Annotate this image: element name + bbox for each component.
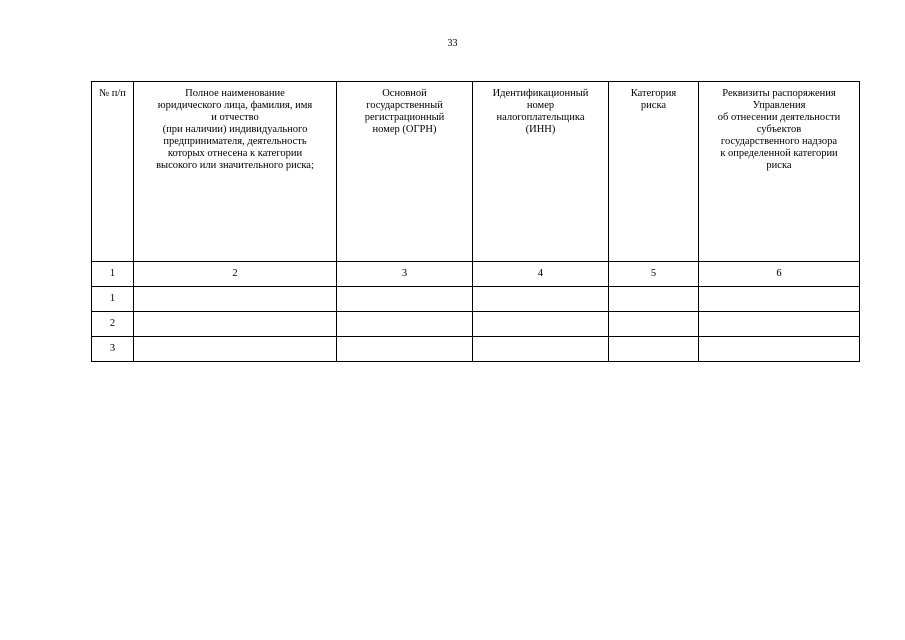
header-cell-order-details	[699, 82, 860, 262]
header-line: номер	[526, 100, 555, 111]
table-cell	[134, 312, 337, 337]
header-line: (ИНН)	[525, 124, 556, 135]
table-cell	[699, 337, 860, 362]
header-line: номер (ОГРН)	[372, 124, 437, 135]
header-line: которых отнесена к категории	[167, 148, 303, 159]
header-line: Полное наименование	[185, 88, 285, 99]
table-cell	[473, 337, 609, 362]
column-number-cell: 5	[609, 262, 699, 287]
header-line: об отнесении деятельности	[717, 112, 841, 123]
header-line: Управления	[752, 100, 806, 111]
header-line: к определенной категории	[720, 148, 838, 159]
header-line: и отчество	[211, 112, 259, 123]
header-line: предпринимателя, деятельность	[163, 136, 307, 147]
table-cell	[609, 287, 699, 312]
table-row	[92, 337, 860, 362]
header-line: Идентификационный	[492, 88, 589, 99]
header-line: высокого или значительного риска;	[156, 160, 314, 171]
header-line: риска	[640, 100, 667, 111]
header-line: регистрационный	[364, 112, 445, 123]
table-cell	[473, 312, 609, 337]
table-cell	[473, 287, 609, 312]
header-line: юридического лица, фамилия, имя	[157, 100, 313, 111]
column-number-cell: 2	[134, 262, 337, 287]
table-cell	[699, 287, 860, 312]
column-number-cell: 3	[337, 262, 473, 287]
table-cell	[699, 312, 860, 337]
table-cell	[609, 312, 699, 337]
table-cell	[337, 287, 473, 312]
table-cell	[337, 337, 473, 362]
table-row	[92, 287, 860, 312]
header-line: налогоплательщика	[496, 112, 585, 123]
table-cell	[134, 337, 337, 362]
column-number-row	[92, 262, 860, 287]
risk-register-table	[91, 81, 860, 362]
header-line: государственного надзора	[720, 136, 838, 147]
header-line: Реквизиты распоряжения	[722, 88, 836, 99]
table-row	[92, 312, 860, 337]
header-line: субъектов	[756, 124, 802, 135]
header-line: № п/п	[99, 88, 126, 99]
header-cell-name	[134, 82, 337, 262]
header-line: Основной	[382, 88, 427, 99]
column-number-cell: 4	[473, 262, 609, 287]
table-cell	[609, 337, 699, 362]
header-cell-number	[92, 82, 134, 262]
header-line: (при наличии) индивидуального	[162, 124, 308, 135]
header-cell-ogrn	[337, 82, 473, 262]
table-cell: 2	[92, 312, 134, 337]
table-cell: 1	[92, 287, 134, 312]
header-line: государственный	[366, 100, 443, 111]
header-line: Категория	[630, 88, 677, 99]
header-cell-inn	[473, 82, 609, 262]
page-number: 33	[447, 38, 458, 49]
header-cell-risk-category	[609, 82, 699, 262]
column-number-cell: 6	[699, 262, 860, 287]
header-line: риска	[766, 160, 792, 171]
table-header-row	[92, 82, 860, 262]
table-cell	[337, 312, 473, 337]
table-cell: 3	[92, 337, 134, 362]
table-cell	[134, 287, 337, 312]
column-number-cell: 1	[92, 262, 134, 287]
